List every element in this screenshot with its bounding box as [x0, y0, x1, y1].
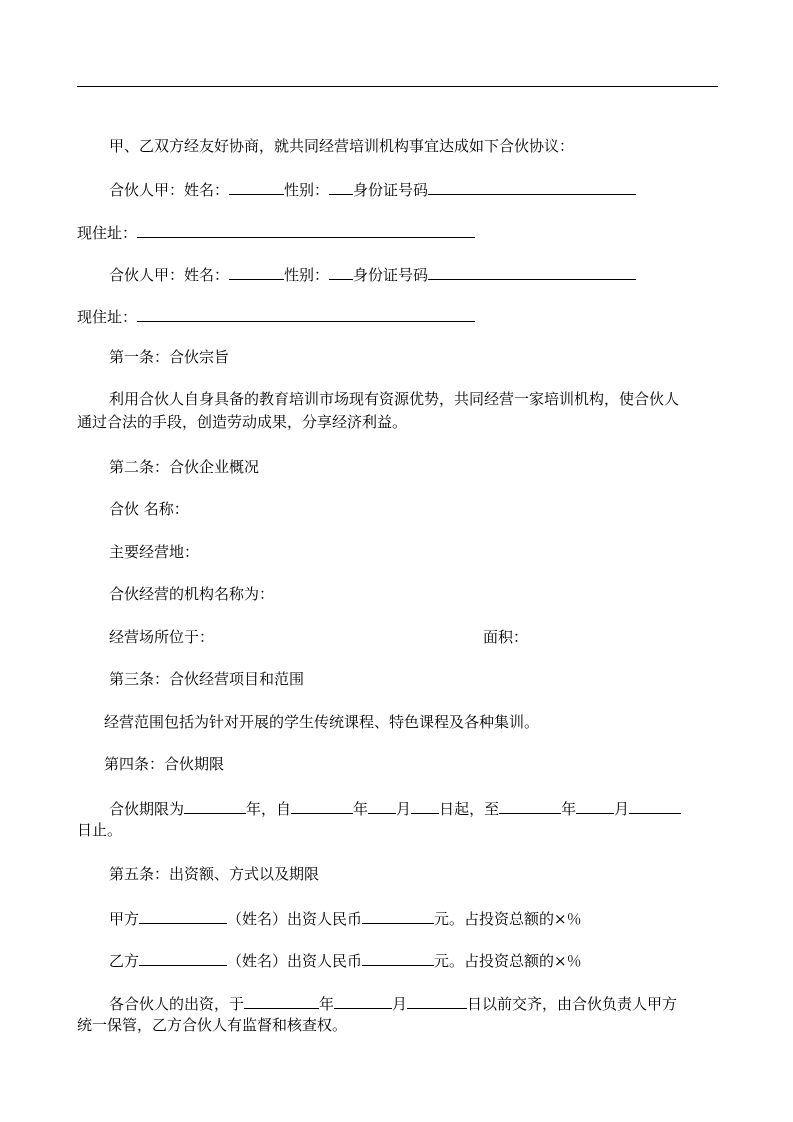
- article2-main-place: 主要经营地：: [109, 543, 200, 561]
- partner1-id-label: 身份证号码: [353, 181, 429, 199]
- party-b-contribution: [109, 950, 582, 970]
- partner1-address-blank: [137, 222, 475, 238]
- contribution-custody: 统一保管，乙方合伙人有监督和核查权。: [77, 1016, 348, 1034]
- deadline-month-blank: [334, 993, 392, 1009]
- term-years-blank: [184, 798, 246, 814]
- partner2-name-label: 合伙人甲：姓名：: [109, 266, 230, 284]
- party-a-note: （姓名）出资人民币: [227, 910, 363, 928]
- party-a-label: 甲方: [109, 910, 140, 928]
- end-month-label: 月: [614, 800, 630, 818]
- contribution-deadline-line: [109, 993, 677, 1013]
- party-a-contribution: [109, 908, 582, 928]
- article4-title: 第四条：合伙期限: [104, 755, 225, 773]
- partner1-address-label: 现住址：: [77, 224, 138, 242]
- party-a-name-blank: [139, 908, 227, 924]
- party-b-note: （姓名）出资人民币: [227, 952, 363, 970]
- partner2-name-blank: [229, 264, 284, 280]
- partner1-gender-blank: [329, 179, 353, 195]
- partner2-address-line: [77, 306, 475, 326]
- deadline-year-blank: [244, 993, 319, 1009]
- article2-title: 第二条：合伙企业概况: [109, 458, 260, 476]
- start-year-blank: [291, 798, 353, 814]
- article1-title: 第一条：合伙宗旨: [109, 348, 230, 366]
- deadline-month-label: 月: [392, 995, 408, 1013]
- end-day-blank: [629, 798, 681, 814]
- term-from-label: 年，自: [246, 800, 292, 818]
- start-day-label: 日起，至: [439, 800, 500, 818]
- party-b-name-blank: [139, 950, 227, 966]
- article4-term-end: 日止。: [77, 821, 123, 839]
- article4-term-line: [109, 798, 681, 818]
- article2-partnership-name: 合伙 名称：: [109, 500, 189, 518]
- partner1-id-blank: [428, 179, 636, 195]
- start-month-label: 月: [396, 800, 412, 818]
- article2-org-name: 合伙经营的机构名称为：: [109, 585, 275, 603]
- article3-scope: 经营范围包括为针对开展的学生传统课程、特色课程及各种集训。: [104, 713, 540, 731]
- partner1-address-line: [77, 222, 475, 242]
- partner2-line: [109, 264, 636, 284]
- article1-line1: 利用合伙人自身具备的教育培训市场现有资源优势，共同经营一家培训机构，使合伙人: [109, 390, 680, 408]
- party-a-amount-blank: [362, 908, 434, 924]
- partner1-name-label: 合伙人甲：姓名：: [109, 181, 230, 199]
- start-day-blank: [411, 798, 439, 814]
- partner2-gender-label: 性别：: [284, 266, 330, 284]
- end-year-blank: [499, 798, 561, 814]
- start-month-blank: [368, 798, 396, 814]
- deadline-day-label: 日以前交齐，由合伙负责人甲方: [467, 995, 678, 1013]
- partner1-gender-label: 性别：: [284, 181, 330, 199]
- article3-title: 第三条：合伙经营项目和范围: [109, 670, 305, 688]
- party-b-share: 元。占投资总额的×％: [434, 952, 582, 970]
- end-year-label: 年: [561, 800, 577, 818]
- intro-paragraph: 甲、乙双方经友好协商，就共同经营培训机构事宜达成如下合伙协议：: [109, 137, 575, 155]
- partner2-id-blank: [428, 264, 636, 280]
- deadline-day-blank: [407, 993, 467, 1009]
- article5-title: 第五条：出资额、方式以及期限: [109, 865, 320, 883]
- deadline-year-label: 年: [319, 995, 335, 1013]
- partner1-line: [109, 179, 636, 199]
- end-month-blank: [576, 798, 614, 814]
- partner2-gender-blank: [329, 264, 353, 280]
- start-year-label: 年: [353, 800, 369, 818]
- partner2-id-label: 身份证号码: [353, 266, 429, 284]
- party-b-label: 乙方: [109, 952, 140, 970]
- term-label: 合伙期限为: [109, 800, 185, 818]
- partner1-name-blank: [229, 179, 284, 195]
- party-a-share: 元。占投资总额的×％: [434, 910, 582, 928]
- deadline-label: 各合伙人的出资，于: [109, 995, 245, 1013]
- party-b-amount-blank: [362, 950, 434, 966]
- article2-area: 面积：: [483, 628, 529, 646]
- article1-line2: 通过合法的手段，创造劳动成果，分享经济利益。: [77, 413, 408, 431]
- header-rule: [77, 86, 718, 87]
- article2-site: 经营场所位于：: [109, 628, 215, 646]
- partner2-address-label: 现住址：: [77, 308, 138, 326]
- partner2-address-blank: [137, 306, 475, 322]
